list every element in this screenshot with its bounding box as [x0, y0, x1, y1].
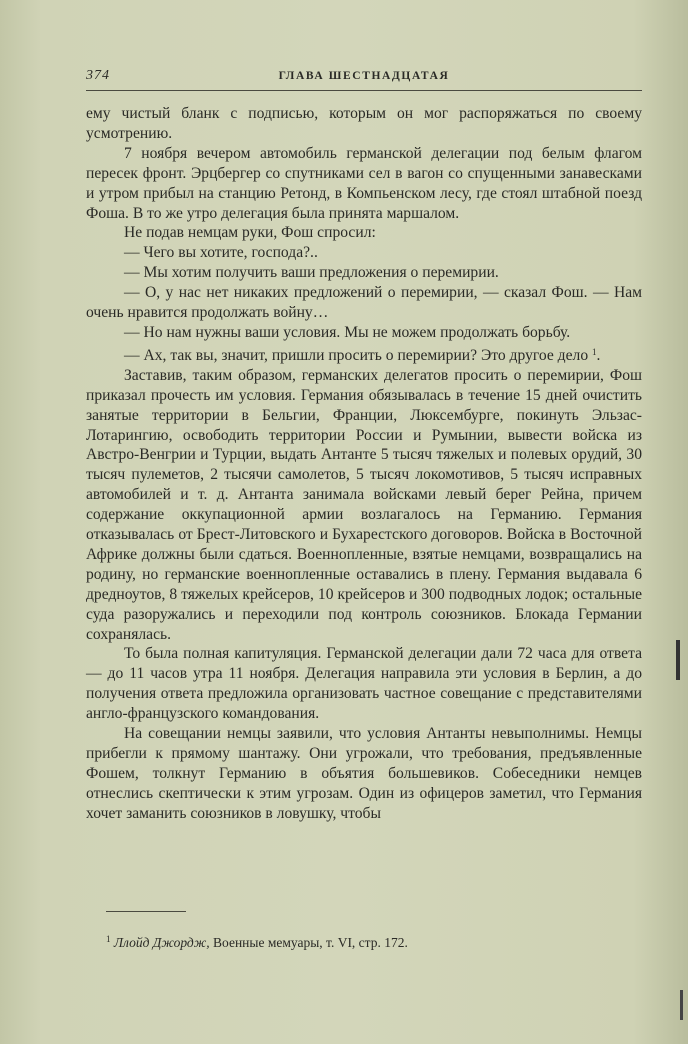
- dialogue-line: — О, у нас нет никаких предложений о перемирии, — сказал Фош. — Нам очень нравится продолжать войну…: [86, 284, 642, 322]
- paragraph: То была полная капитуляция. Германской делегации дали 72 часа для ответа — до 11 часов утра 11 ноября. Делегация направила эти условия в Берлин, а до получения ответа предложила организовать частное совещание с представителями англо-французского командования.: [86, 645, 642, 723]
- page-number: 374: [86, 68, 110, 83]
- footnote-author: Ллойд Джордж,: [113, 935, 210, 950]
- footnote-marker: 1: [106, 934, 111, 944]
- footnote-reference[interactable]: 1: [592, 346, 597, 357]
- page-edge-mark: [680, 990, 683, 1020]
- page-edge-mark: [676, 640, 680, 680]
- main-text: [86, 104, 642, 824]
- dialogue-line: — Чего вы хотите, господа?..: [124, 244, 318, 262]
- footnote-text: Военные мемуары, т. VI, стр. 172.: [213, 935, 408, 950]
- dialogue-line: — Ах, так вы, значит, пришли просить о перемирии? Это другое дело $^1$.: [124, 346, 601, 364]
- footnote-divider: [106, 911, 186, 912]
- chapter-title: ГЛАВА ШЕСТНАДЦАТАЯ: [278, 70, 450, 82]
- paragraph: ему чистый бланк с подписью, которым он мог распоряжаться по своему усмотрению.: [86, 105, 642, 142]
- dialogue-line: — Но нам нужны ваши условия. Мы не можем продолжать борьбу.: [124, 323, 571, 341]
- dialogue-text: — Ах, так вы, значит, пришли просить о перемирии? Это другое дело: [124, 346, 589, 364]
- paragraph: На совещании немцы заявили, что условия Антанты невыполнимы. Немцы прибегли к прямому шантажу. Они угрожали, что требования, предъявленные Фошем, толкнут Германию в объятия большевиков. Собеседники немцев отнеслись скептически к этим угрозам. Один из офицеров заметил, что Германия хочет заманить союзников в ловушку, чтобы: [86, 725, 642, 822]
- footnote: [106, 930, 642, 952]
- dialogue-line: — Мы хотим получить ваши предложения о перемирии.: [124, 264, 499, 282]
- paragraph: 7 ноября вечером автомобиль германской делегации под белым флагом пересек фронт. Эрцбергер со спутниками сел в вагон со спущенными занавесками и утром прибыл на станцию Ретонд, в Компьенском лесу, где стоял штабной поезд Фоша. В то же утро делегация была принята маршалом.: [86, 144, 642, 222]
- running-header: [86, 64, 642, 91]
- paragraph: Заставив, таким образом, германских делегатов просить о перемирии, Фош приказал прочесть им условия. Германия обязывалась в течение 15 дней очистить занятые территории в Бельгии, Франции, Люксембурге, покинуть Эльзас-Лотарингию, освободить территории России и Румынии, вывести войска из Австро-Венгрии и Турции, выдать Антанте 5 тысяч тяжелых и полевых орудий, 30 тысяч пулеметов, 2 тысячи самолетов, 5 тысяч локомотивов, 5 тысяч исправных автомобилей и т. д. Антанта занимала войсками левый берег Рейна, причем содержание оккупационной армии возлагалось на Германию. Германия отказывалась от Брест-Литовского и Бухарестского договоров. Войска в Восточной Африке должны были сдаться. Военнопленные, взятые немцами, возвращались на родину, но германские военнопленные оставались в плену. Германия выдавала 6 дредноутов, 8 тяжелых крейсеров, 10 крейсеров и 300 подводных лодок; остальные суда разоружались и переходили под контроль союзников. Блокада Германии сохранялась.: [86, 366, 642, 643]
- paragraph: Не подав немцам руки, Фош спросил:: [124, 224, 376, 242]
